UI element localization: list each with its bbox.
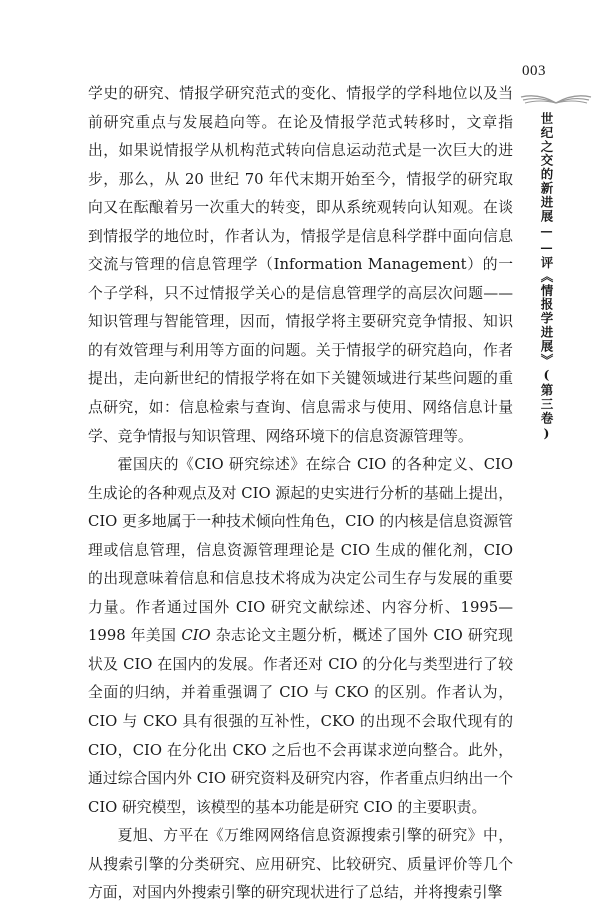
page-number: 003 (522, 63, 546, 79)
open-book-icon (519, 88, 593, 106)
journal-title: CIO (181, 627, 211, 645)
paragraph: 夏旭、方平在《万维网网络信息资源搜索引擎的研究》中，从搜索引擎的分类研究、应用研究、比较研究、质量评价等几个方面，对国内外搜索引擎的研究现状进行了总结，并将搜索引擎 (88, 827, 513, 902)
text-run: 霍国庆的《CIO 研究综述》在综合 CIO 的各种定义、CIO 生成论的各种观点及对 CIO 源起的史实进行分析的基础上提出，CIO 更多地属于一种技术倾向性角色，CIO 的内核是信息资源管理或信息管理，信息资源管理理论是 CIO 生成的催化剂，CIO 的出现意味着信息和信息技术将成为决定公司生存与发展的重要力量。作者通过国外 CIO 研究文献综述、内容分析、1995—1998 年美国 (88, 456, 513, 645)
paragraph (88, 451, 513, 822)
paragraph: 学史的研究、情报学研究范式的变化、情报学的学科地位以及当前研究重点与发展趋向等。在论及情报学范式转移时，文章指出，如果说情报学从机构范式转向信息运动范式是一次巨大的进步，那么，从 20 世纪 70 年代末期开始至今，情报学的研究取向又在酝酿着另一次重大的转变，即从系统观转向认知观。在谈到情报学的地位时，作者认为，情报学是信息科学群中面向信息交流与管理的信息管理学（Information Management）的一个子学科，只不过情报学关心的是信息管理学的高层次问题——知识管理与智能管理，因而，情报学将主要研究竞争情报、知识的有效管理与利用等方面的问题。关于情报学的研究趋向，作者提出，走向新世纪的情报学将在如下关键领域进行某些问题的重点研究，如：信息检索与查询、信息需求与使用、网络信息计量学、竞争情报与知识管理、网络环境下的信息资源管理等。 (88, 85, 513, 445)
text-run: 杂志论文主题分析，概述了国外 CIO 研究现状及 CIO 在国内的发展。作者还对 CIO 的分化与类型进行了较全面的归纳，并着重强调了 CIO 与 CKO 的区别。作者认为，CIO 与 CKO 具有很强的互补性，CKO 的出现不会取代现有的 CIO，CIO 在分化出 CKO 之后也不会再谋求逆向整合。此外，通过综合国内外 CIO 研究资料及研究内容，作者重点归纳出一个 CIO 研究模型，该模型的基本功能是研究 CIO 的主要职责。 (88, 627, 513, 816)
running-head: 世纪之交的新进展——评《情报学进展》(第三卷) (539, 112, 554, 442)
body-text (88, 80, 513, 908)
